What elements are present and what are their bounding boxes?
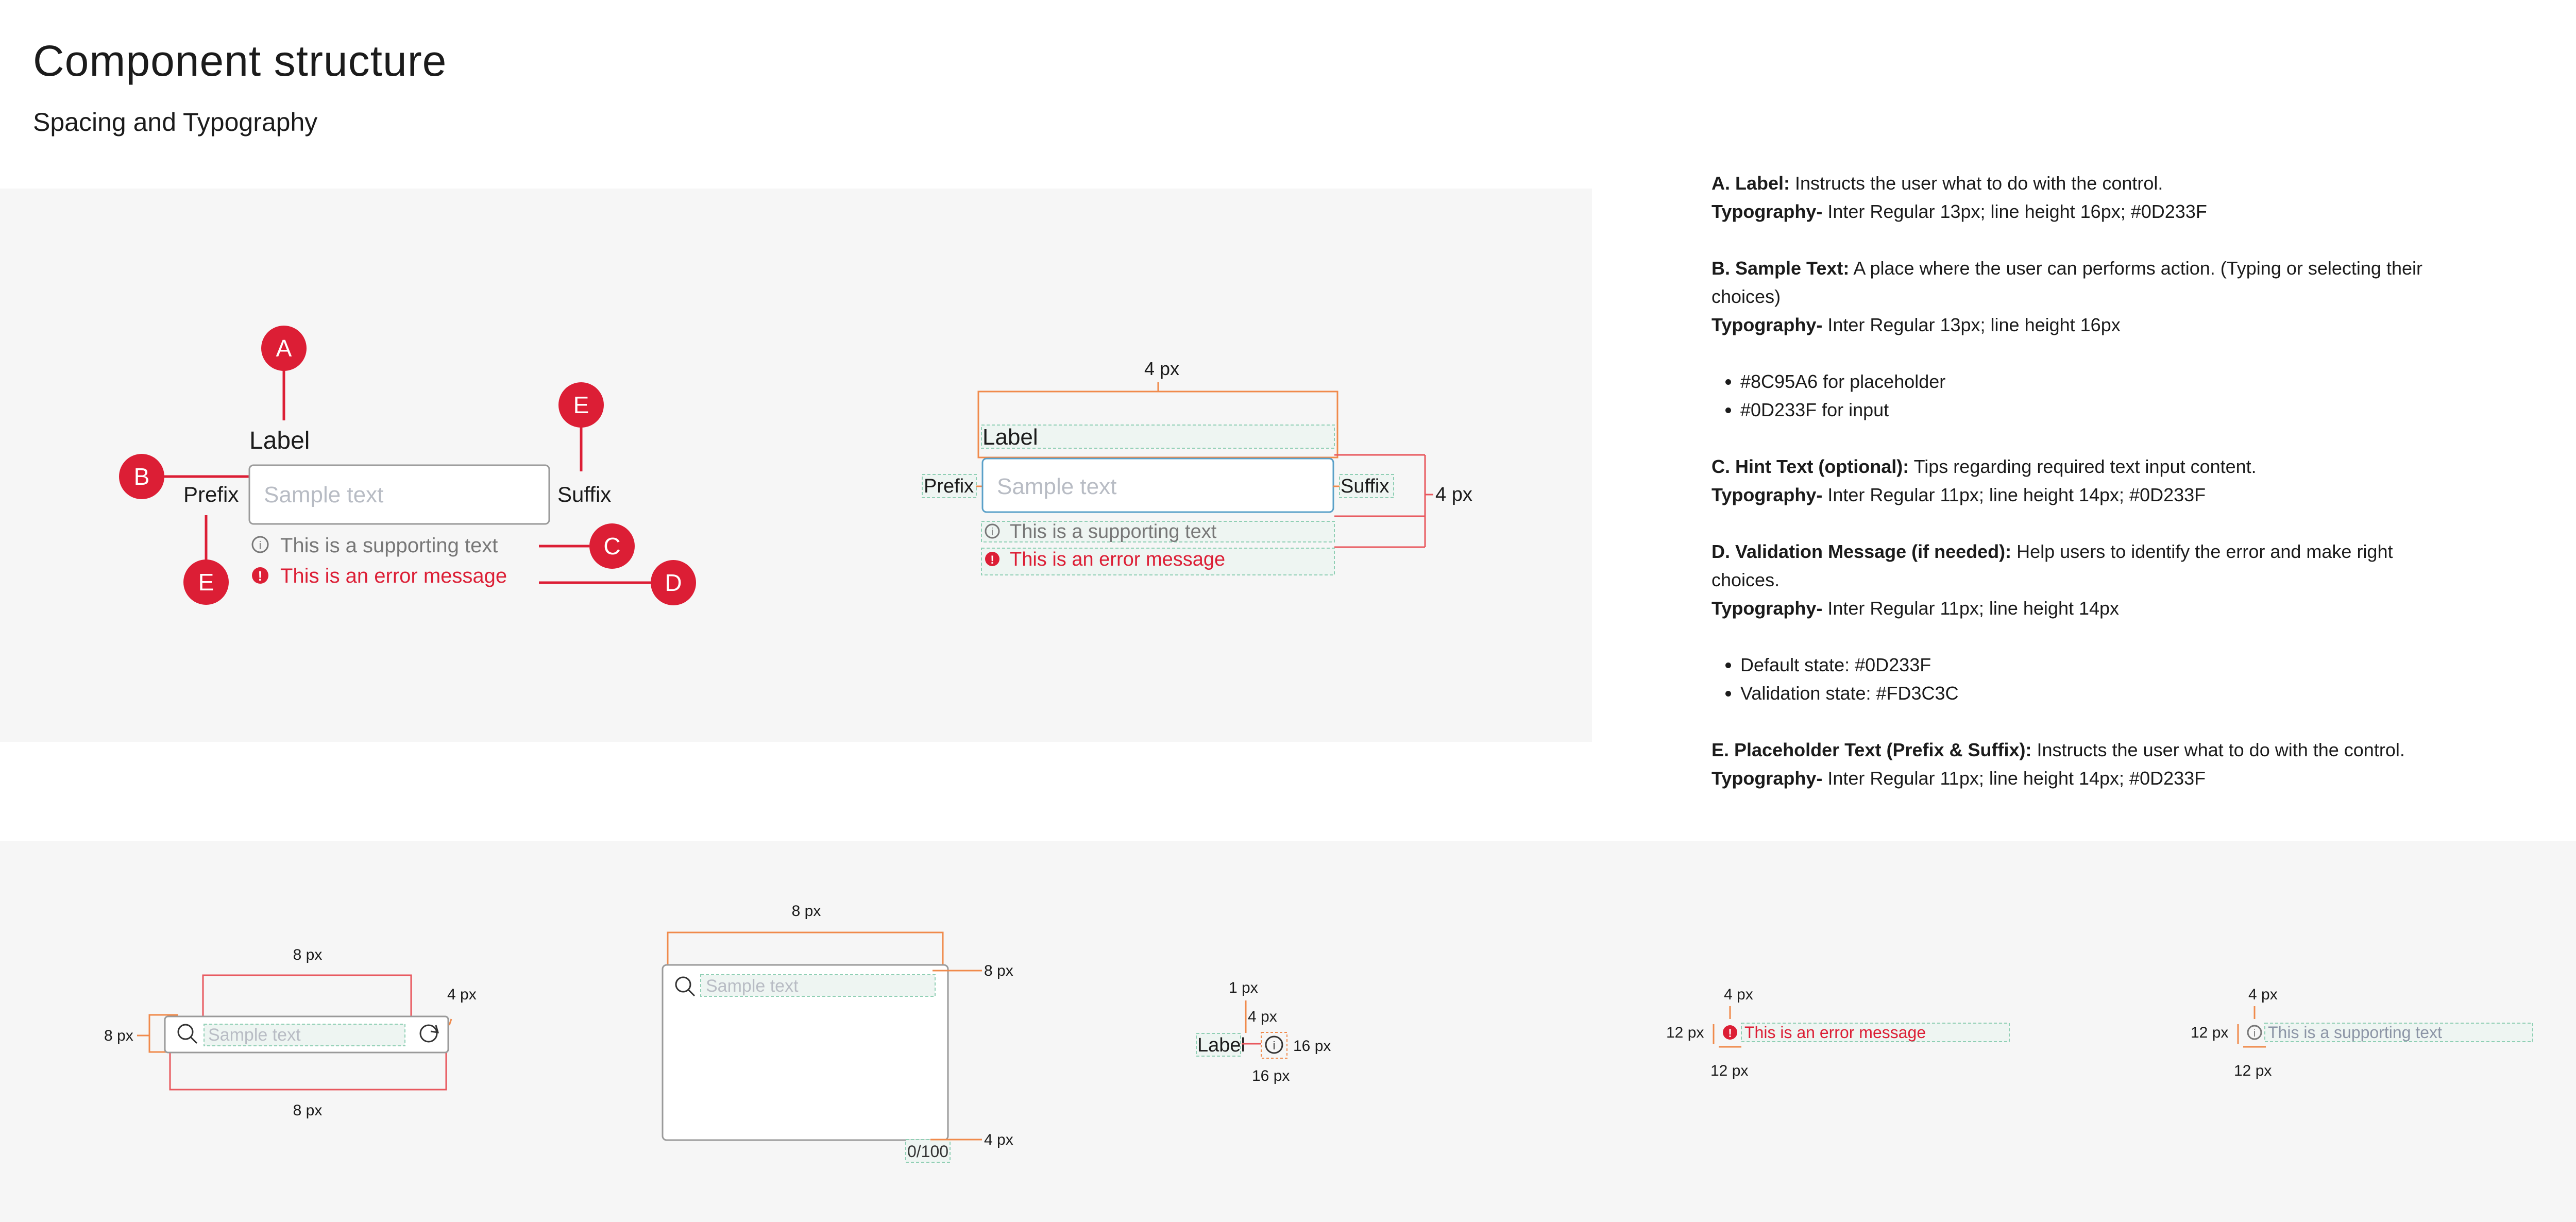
textarea-right-label: 8 px [984,962,1013,979]
note-e-typo: Inter Regular 11px; line height 14px; #0D233F [1822,768,2206,789]
spacing-info-glyph: i [991,527,994,538]
support-msg-top-label: 4 px [2248,986,2278,1003]
note-e-desc: Instructs the user what to do with the control. [2031,739,2405,760]
label-icon-top-label: 1 px [1229,979,1258,996]
note-b-item: • #0D233F for input [1740,396,2433,424]
spacing-placeholder: Sample text [997,474,1117,499]
typography-notes [1711,169,2433,821]
note-e [1711,736,2433,792]
search-placeholder: Sample text [208,1025,301,1045]
search-bottom-label: 8 px [293,1102,323,1119]
note-d-desc: Help users to identify the error and make right choices. [1711,541,2393,590]
note-d-item: • Validation state: #FD3C3C [1740,679,2433,707]
error-icon-glyph: ! [258,568,263,584]
search-top-label: 8 px [293,946,323,963]
label-info-glyph: i [1273,1039,1276,1052]
error-msg-top-label: 4 px [1724,986,1753,1003]
error-msg-text: This is an error message [1744,1023,1926,1042]
textarea-counter: 0/100 [907,1142,949,1161]
spacing-prefix: Prefix [924,476,974,497]
info-icon-glyph: i [259,539,262,552]
note-c [1711,452,2433,509]
anatomy-diagram [119,326,696,605]
textarea-top-label: 8 px [791,903,821,920]
error-msg-left-label: 12 px [1666,1024,1704,1041]
textarea-placeholder: Sample text [706,976,799,996]
anatomy-prefix: Prefix [183,482,239,506]
marker-a-label: A [276,335,292,362]
note-d-title: D. Validation Message (if needed): [1711,541,2012,562]
note-e-typo-label: Typography- [1711,768,1823,789]
note-a-typo: Inter Regular 13px; line height 16px; #0D233F [1822,201,2207,222]
top-gap-label: 4 px [1144,358,1180,379]
anatomy-placeholder: Sample text [264,482,384,507]
label-icon-width-label: 16 px [1293,1038,1331,1055]
note-b-list [1711,367,2433,424]
note-b-typo: Inter Regular 13px; line height 16px [1822,314,2121,335]
anatomy-error-text: This is an error message [280,565,507,587]
marker-e-suffix-label: E [573,392,589,418]
spacing-suffix: Suffix [1341,476,1389,497]
search-right-label: 4 px [447,986,477,1003]
note-b-desc: A place where the user can performs action. (Typing or selecting their choices) [1711,258,2422,307]
spacing-error-text: This is an error message [1010,549,1226,570]
error-msg-bottom-label: 12 px [1710,1062,1749,1079]
marker-b-label: B [133,463,150,490]
label-icon-label: Label [1197,1034,1245,1056]
counter-gap-label: 4 px [984,1131,1013,1148]
error-msg-icon-glyph: ! [1728,1027,1732,1040]
note-a-typo-label: Typography- [1711,201,1823,222]
note-c-typo: Inter Regular 11px; line height 14px; #0D233F [1822,484,2206,505]
note-b-typo-label: Typography- [1711,314,1823,335]
note-b [1711,254,2433,339]
support-msg-icon-glyph: i [2253,1028,2256,1039]
right-gap-label: 4 px [1435,484,1472,505]
anatomy-suffix: Suffix [557,482,612,506]
note-d-typo: Inter Regular 11px; line height 14px [1822,598,2120,619]
note-d [1711,537,2433,622]
note-b-item: • #8C95A6 for placeholder [1740,367,2433,396]
note-a-desc: Instructs the user what to do with the control. [1790,173,2163,194]
support-msg-left-label: 12 px [2191,1024,2229,1041]
label-icon-height-label: 16 px [1252,1067,1290,1084]
note-d-list [1711,651,2433,707]
label-icon-spacing [1196,979,1331,1084]
marker-d-label: D [665,569,682,596]
marker-e-prefix-label: E [198,569,214,596]
note-e-title: E. Placeholder Text (Prefix & Suffix): [1711,739,2032,760]
spacing-supporting-text: This is a supporting text [1010,521,1217,542]
anatomy-label: Label [249,427,310,454]
spacing-label: Label [982,425,1038,450]
error-msg-spacing [1666,986,2009,1079]
note-a-title: A. Label: [1711,173,1790,194]
support-msg-text: This is a supporting text [2268,1023,2442,1042]
anatomy-supporting-text: This is a supporting text [280,534,498,557]
search-field-spacing [104,946,477,1119]
note-c-desc: Tips regarding required text input content. [1909,456,2257,477]
page-title: Component structure [33,37,447,85]
support-msg-spacing [2191,986,2533,1079]
note-c-title: C. Hint Text (optional): [1711,456,1909,477]
spacing-diagram-top [922,358,1472,575]
label-icon-gap-label: 4 px [1248,1008,1277,1025]
support-msg-bottom-label: 12 px [2234,1062,2272,1079]
marker-c-label: C [603,533,621,559]
search-left-label: 8 px [104,1027,133,1044]
page-subtitle: Spacing and Typography [33,108,318,137]
note-d-typo-label: Typography- [1711,598,1823,619]
note-b-title: B. Sample Text: [1711,258,1850,279]
spacing-error-glyph: ! [990,553,994,566]
search-right-tick [449,1019,451,1025]
note-c-typo-label: Typography- [1711,484,1823,505]
note-d-item: • Default state: #0D233F [1740,651,2433,679]
note-a [1711,169,2433,226]
textarea-spacing [663,903,1013,1162]
